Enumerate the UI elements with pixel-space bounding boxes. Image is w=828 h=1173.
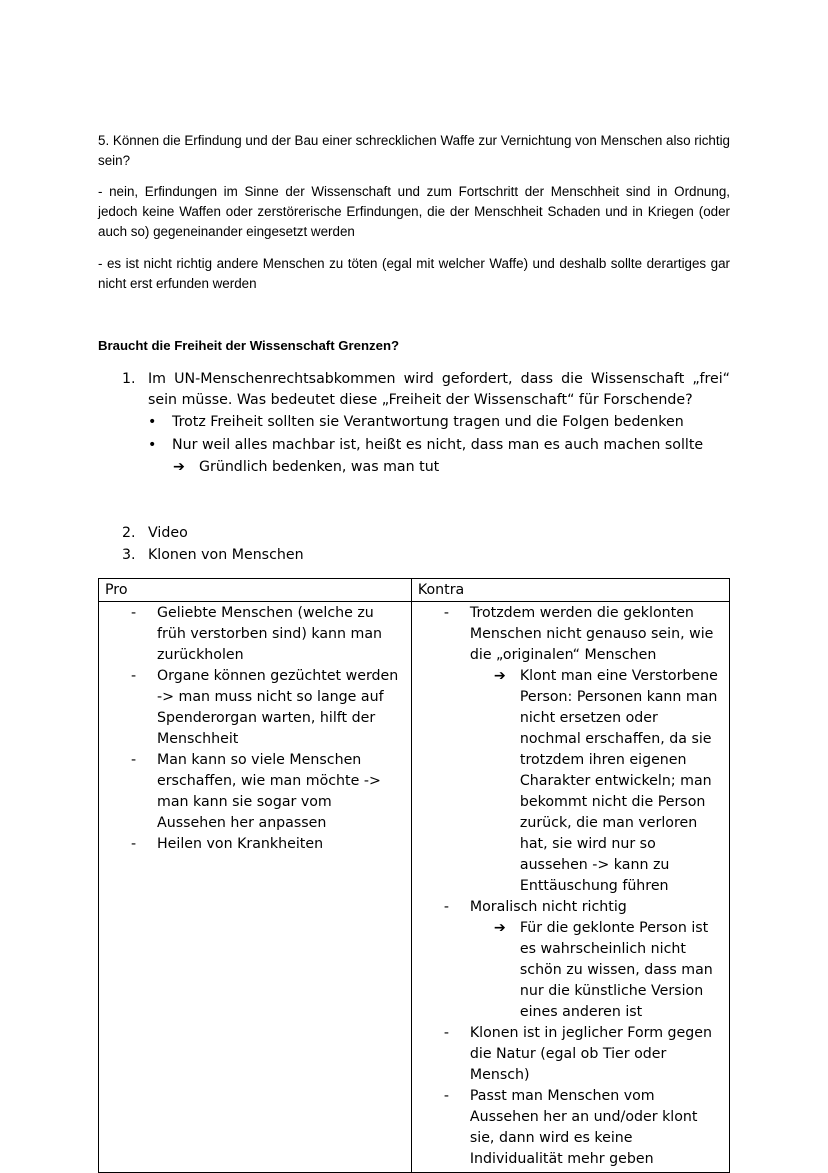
question-5: 5. Können die Erfindung und der Bau einer schrecklichen Waffe zur Vernichtung von Menschen also richtig sein?	[98, 133, 730, 168]
dash-marker: -	[443, 605, 449, 621]
dash-marker: -	[443, 899, 449, 915]
list-item	[412, 1023, 729, 1086]
arrow-right-icon: ➔	[493, 920, 506, 936]
dash-marker: -	[131, 752, 137, 768]
bullet-icon: •	[148, 437, 157, 453]
dash-marker: -	[131, 668, 137, 684]
bullet-text: Trotz Freiheit sollten sie Verantwortung tragen und die Folgen bedenken	[172, 414, 684, 430]
table-body-row	[99, 602, 730, 1173]
contra-cell	[411, 602, 729, 1173]
dash-marker: -	[131, 836, 137, 852]
pro-header: Pro	[99, 579, 412, 602]
dash-marker: -	[443, 1025, 449, 1041]
list-item	[99, 666, 411, 750]
dash-marker: -	[131, 605, 137, 621]
contra-subpoint-text: Klont man eine Verstorbene Person: Personen kann man nicht ersetzen oder nochmal erschaffen, da sie trotzdem ihren eigenen Charakter entwickeln; man bekommt nicht die Person zurück, die man verloren hat, sie wird nur so aussehen -> kann zu Enttäuschung führen	[519, 668, 718, 894]
pro-text: Geliebte Menschen (welche zu früh verstorben sind) kann man zurückholen	[157, 605, 383, 663]
numbered-item-1	[98, 369, 730, 479]
pro-text: Organe können gezüchtet werden -> man muss nicht so lange auf Spenderorgan warten, hilft der Menschheit	[157, 668, 399, 747]
numbered-item-3	[98, 545, 730, 566]
contra-text: Trotzdem werden die geklonten Menschen nicht genauso sein, wie die „originalen“ Menschen	[469, 605, 714, 663]
answer-paragraph-1: - nein, Erfindungen im Sinne der Wissenschaft und zum Fortschritt der Menschheit sind in Ordnung, jedoch keine Waffen oder zerstörerische Erfindungen, die der Menschheit Schaden und in Kriegen (oder auch so) gegeneinander eingesetzt werden	[98, 184, 730, 239]
pro-cell	[99, 602, 412, 1173]
section-heading: Braucht die Freiheit der Wissenschaft Grenzen?	[98, 338, 400, 353]
dash-marker: -	[443, 1088, 449, 1104]
item-number: 1.	[122, 371, 136, 387]
pro-text: Heilen von Krankheiten	[157, 836, 324, 852]
pro-contra-table	[98, 578, 730, 1173]
item-text: Klonen von Menschen	[148, 547, 304, 563]
arrow-text: Gründlich bedenken, was man tut	[199, 459, 440, 475]
contra-subpoint	[470, 666, 721, 897]
contra-subpoint-text: Für die geklonte Person ist es wahrscheinlich nicht schön zu wissen, dass man nur die künstliche Version eines anderen ist	[519, 920, 713, 1020]
pro-text: Man kann so viele Menschen erschaffen, wie man möchte -> man kann sie sogar vom Aussehen her anpassen	[157, 752, 381, 831]
list-item	[99, 834, 411, 855]
item-number: 2.	[122, 525, 136, 541]
table-header-row	[99, 579, 730, 602]
answer-paragraph-2: - es ist nicht richtig andere Menschen zu töten (egal mit welcher Waffe) und deshalb sollte derartiges gar nicht erst erfunden werden	[98, 256, 730, 291]
item-number: 3.	[122, 547, 136, 563]
pro-list	[99, 602, 411, 857]
contra-header: Kontra	[411, 579, 729, 602]
contra-list	[412, 602, 729, 1172]
contra-text: Moralisch nicht richtig	[469, 899, 627, 915]
arrow-right-icon: ➔	[493, 668, 506, 684]
bullet-icon: •	[148, 414, 157, 430]
contra-subpoint	[470, 918, 721, 1023]
contra-text: Klonen ist in jeglicher Form gegen die Natur (egal ob Tier oder Mensch)	[469, 1025, 713, 1083]
list-item	[99, 750, 411, 834]
list-item	[412, 603, 729, 897]
list-item	[412, 897, 729, 1023]
list-item	[99, 603, 411, 666]
item-text: Im UN-Menschenrechtsabkommen wird gefordert, dass die Wissenschaft „frei“ sein müsse. Was bedeutet diese „Freiheit der Wissenschaft“ für Forschende?	[148, 371, 730, 408]
bullet-text: Nur weil alles machbar ist, heißt es nicht, dass man es auch machen sollte	[172, 437, 704, 453]
arrow-right-icon: ➔	[173, 459, 185, 475]
arrow-conclusion	[173, 457, 439, 478]
list-item	[412, 1086, 729, 1170]
contra-text: Passt man Menschen vom Aussehen her an und/oder klont sie, dann wird es keine Individualität mehr geben	[469, 1088, 698, 1167]
item-text: Video	[148, 525, 188, 541]
numbered-item-2	[98, 523, 730, 544]
